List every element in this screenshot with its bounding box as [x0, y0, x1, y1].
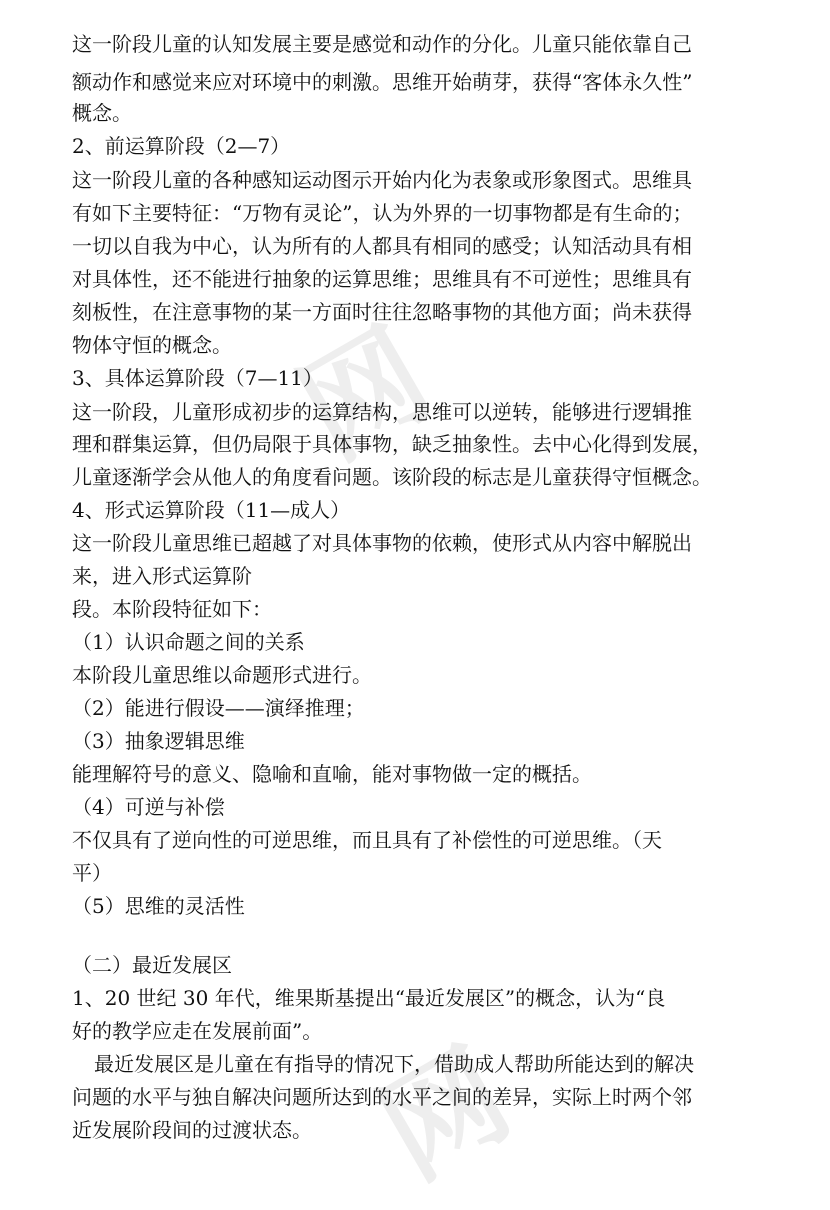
- text-line: 本阶段儿童思维以命题形式进行。: [72, 663, 372, 687]
- text-line: 来，进入形式运算阶: [72, 564, 252, 588]
- list-item: （1）认识命题之间的关系: [72, 630, 305, 654]
- text-line: 物体守恒的概念。: [72, 333, 232, 357]
- text-line: 有如下主要特征：“万物有灵论”，认为外界的一切事物都是有生命的；: [72, 201, 693, 225]
- text-line: 不仅具有了逆向性的可逆思维，而且具有了补偿性的可逆思维。（天: [72, 828, 662, 852]
- watermark: 网: [358, 1024, 532, 1206]
- text-line: 段。本阶段特征如下：: [72, 597, 272, 621]
- list-item: （4）可逆与补偿: [72, 795, 225, 819]
- text-line: 额动作和感觉来应对环境中的刺激。思维开始萌芽，获得“客体永久性”: [72, 70, 693, 94]
- text-line: 问题的水平与独自解决问题所达到的水平之间的差异，实际上时两个邻: [72, 1085, 692, 1109]
- list-item: （5）思维的灵活性: [72, 894, 245, 918]
- text-line: 儿童逐渐学会从他人的角度看问题。该阶段的标志是儿童获得守恒概念。: [72, 465, 712, 489]
- watermark: 网: [278, 304, 452, 486]
- text-line: 平）: [72, 861, 112, 885]
- text-line: 最近发展区是儿童在有指导的情况下，借助成人帮助所能达到的解决: [94, 1052, 694, 1076]
- text-line: 一切以自我为中心，认为所有的人都具有相同的感受；认知活动具有相: [72, 234, 692, 258]
- list-item: （2）能进行假设——演绎推理；: [72, 696, 365, 720]
- section-heading: 2、前运算阶段（2—7）: [72, 134, 291, 158]
- text-line: 1、20 世纪 30 年代，维果斯基提出“最近发展区”的概念，认为“良: [72, 986, 666, 1010]
- text-line: 近发展阶段间的过渡状态。: [72, 1118, 312, 1142]
- text-line: 理和群集运算，但仍局限于具体事物，缺乏抽象性。去中心化得到发展，: [72, 432, 712, 456]
- section-heading: （二）最近发展区: [72, 953, 232, 977]
- section-heading: 4、形式运算阶段（11—成人）: [72, 498, 351, 522]
- text-line: 这一阶段儿童思维已超越了对具体事物的依赖，使形式从内容中解脱出: [72, 531, 692, 555]
- text-line: 这一阶段儿童的认知发展主要是感觉和动作的分化。儿童只能依靠自己: [72, 32, 692, 56]
- list-item: （3）抽象逻辑思维: [72, 729, 245, 753]
- section-heading: 3、具体运算阶段（7—11）: [72, 366, 323, 390]
- text-line: 这一阶段，儿童形成初步的运算结构，思维可以逆转，能够进行逻辑推: [72, 400, 692, 424]
- text-line: 好的教学应走在发展前面”。: [72, 1019, 323, 1043]
- text-line: 刻板性，在注意事物的某一方面时往往忽略事物的其他方面；尚未获得: [72, 300, 692, 324]
- text-line: 概念。: [72, 101, 132, 125]
- text-line: 这一阶段儿童的各种感知运动图示开始内化为表象或形象图式。思维具: [72, 168, 692, 192]
- text-line: 能理解符号的意义、隐喻和直喻，能对事物做一定的概括。: [72, 762, 592, 786]
- text-line: 对具体性，还不能进行抽象的运算思维；思维具有不可逆性；思维具有: [72, 267, 692, 291]
